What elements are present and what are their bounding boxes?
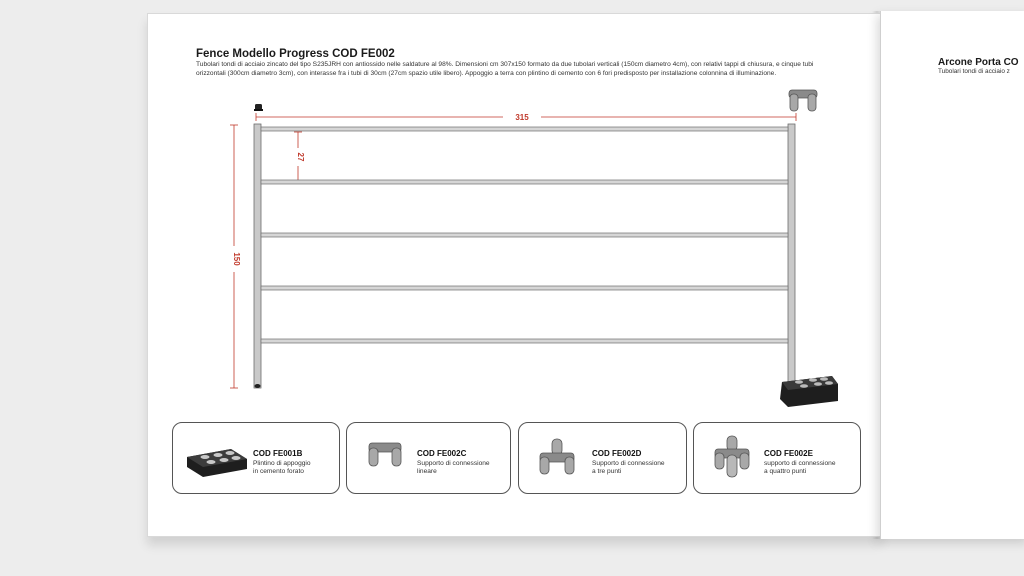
accessory-card-fe002d xyxy=(518,422,687,494)
card-code: COD FE002D xyxy=(592,449,642,458)
card-code: COD FE001B xyxy=(253,449,303,458)
linear-connector-icon xyxy=(789,90,817,111)
linear-connector-icon xyxy=(365,441,405,471)
card-code: COD FE002E xyxy=(764,449,813,458)
spacing-dimension xyxy=(294,132,305,182)
width-dimension-label: 315 xyxy=(515,113,529,122)
catalog-page-right xyxy=(880,11,1024,539)
card-description-line-2: lineare xyxy=(417,468,437,475)
card-description-line-2: a quattro punti xyxy=(764,468,807,475)
height-dimension-label: 150 xyxy=(232,252,241,266)
fence-drawing xyxy=(148,14,881,414)
card-description-line-2: in cemento forato xyxy=(253,468,304,475)
product-description: Tubolari tondi di acciaio zincato del tipo S235JRH con antiossido nelle saldature al 98%. Dimensioni cm 307x150 formato da due tubolari verticali (150cm diametro 4cm), con relativi tappi di chiusura, e cinque tubi orizzontali (300cm diametro 3cm), con interasse fra i tubi di 30cm (27cm spazio utile libero). Appoggio a terra con plintino di cemento con 6 fori predisposto per installazione colonnina di illuminazione. xyxy=(196,61,814,77)
concrete-block-icon xyxy=(185,439,249,479)
card-description-line-1: supporto di connessione xyxy=(764,460,836,467)
accessory-card-fe001b xyxy=(172,422,340,494)
next-product-description: Tubolari tondi di acciaio z xyxy=(938,68,1010,75)
card-description-line-2: a tre punti xyxy=(592,468,622,475)
width-dimension xyxy=(256,113,796,122)
four-point-connector-icon xyxy=(712,435,752,479)
catalog-page-left xyxy=(147,13,882,537)
spacing-dimension-label: 27 xyxy=(296,152,305,162)
card-description-line-1: Supporto di connessione xyxy=(592,460,665,467)
fence-frame xyxy=(254,124,795,388)
height-dimension xyxy=(230,125,241,388)
card-description-line-1: Supporto di connessione xyxy=(417,460,490,467)
next-product-title: Arcone Porta CO xyxy=(938,57,1019,68)
product-title: Fence Modello Progress COD FE002 xyxy=(196,48,395,60)
accessory-card-fe002e xyxy=(693,422,861,494)
card-code: COD FE002C xyxy=(417,449,467,458)
card-description-line-1: Plintino di appoggio xyxy=(253,460,311,467)
three-point-connector-icon xyxy=(537,437,577,477)
accessory-card-fe002c xyxy=(346,422,511,494)
cap-icon xyxy=(254,104,263,111)
